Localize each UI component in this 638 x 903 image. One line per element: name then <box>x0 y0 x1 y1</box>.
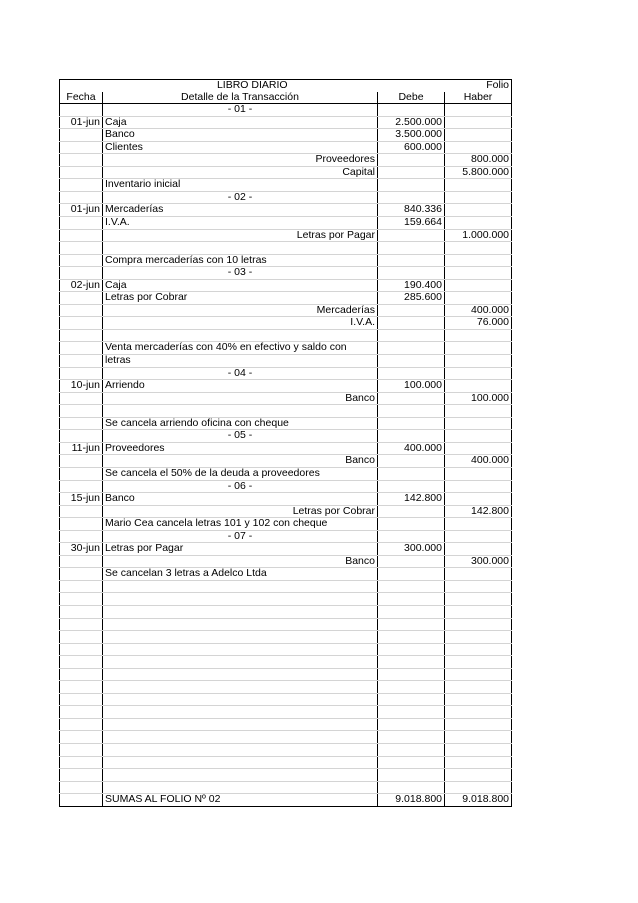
debe-cell <box>378 593 445 606</box>
haber-cell <box>445 706 512 719</box>
table-row <box>60 430 512 443</box>
fecha-cell <box>60 681 103 694</box>
fecha-cell <box>60 605 103 618</box>
empty-row <box>60 656 512 669</box>
detalle-cell: Se cancela el 50% de la deuda a proveedores <box>103 467 378 480</box>
detalle-cell: Caja <box>103 279 378 292</box>
detalle-cell: Clientes <box>103 141 378 154</box>
detalle-cell: - 03 - <box>103 267 378 280</box>
haber-cell <box>445 480 512 493</box>
table-row <box>60 191 512 204</box>
detalle-cell: - 01 - <box>103 104 378 117</box>
table-row <box>60 505 512 518</box>
fecha-cell <box>60 417 103 430</box>
empty-row <box>60 605 512 618</box>
debe-cell <box>378 417 445 430</box>
empty-row <box>60 693 512 706</box>
header-detalle: Detalle de la Transacción <box>103 92 378 104</box>
debe-cell <box>378 769 445 782</box>
empty-row <box>60 631 512 644</box>
fecha-cell <box>60 141 103 154</box>
fecha-cell <box>60 392 103 405</box>
detalle-cell: - 05 - <box>103 430 378 443</box>
haber-cell <box>445 367 512 380</box>
totals-fecha-cell <box>60 794 103 807</box>
fecha-cell <box>60 467 103 480</box>
debe-cell: 2.500.000 <box>378 116 445 129</box>
haber-cell <box>445 467 512 480</box>
haber-cell <box>445 681 512 694</box>
debe-cell <box>378 656 445 669</box>
detalle-cell <box>103 718 378 731</box>
table-row <box>60 229 512 242</box>
haber-cell <box>445 618 512 631</box>
detalle-cell <box>103 242 378 255</box>
haber-cell <box>445 267 512 280</box>
haber-cell: 400.000 <box>445 304 512 317</box>
haber-cell <box>445 430 512 443</box>
detalle-cell: - 07 - <box>103 530 378 543</box>
table-row <box>60 480 512 493</box>
detalle-cell <box>103 405 378 418</box>
table-row <box>60 518 512 531</box>
haber-cell <box>445 656 512 669</box>
fecha-cell: 10-jun <box>60 380 103 393</box>
detalle-cell: Proveedores <box>103 154 378 167</box>
haber-cell <box>445 329 512 342</box>
empty-row <box>60 643 512 656</box>
fecha-cell <box>60 229 103 242</box>
table-row <box>60 267 512 280</box>
table-row <box>60 530 512 543</box>
table-row <box>60 279 512 292</box>
haber-cell <box>445 668 512 681</box>
debe-cell <box>378 229 445 242</box>
detalle-cell <box>103 329 378 342</box>
table-row <box>60 317 512 330</box>
table-row <box>60 342 512 355</box>
empty-row <box>60 706 512 719</box>
fecha-cell <box>60 769 103 782</box>
table-row <box>60 116 512 129</box>
detalle-cell: - 02 - <box>103 191 378 204</box>
haber-cell <box>445 580 512 593</box>
haber-cell: 5.800.000 <box>445 166 512 179</box>
fecha-cell <box>60 781 103 794</box>
fecha-cell <box>60 656 103 669</box>
table-row <box>60 204 512 217</box>
detalle-cell: Inventario inicial <box>103 179 378 192</box>
debe-cell <box>378 605 445 618</box>
debe-cell <box>378 104 445 117</box>
debe-cell <box>378 480 445 493</box>
fecha-cell <box>60 304 103 317</box>
debe-cell <box>378 329 445 342</box>
totals-debe: 9.018.800 <box>378 794 445 807</box>
fecha-cell <box>60 242 103 255</box>
fecha-cell <box>60 555 103 568</box>
fecha-cell: 01-jun <box>60 204 103 217</box>
detalle-cell: Letras por Pagar <box>103 543 378 556</box>
debe-cell <box>378 518 445 531</box>
fecha-cell <box>60 743 103 756</box>
detalle-cell: Se cancelan 3 letras a Adelco Ltda <box>103 568 378 581</box>
haber-cell <box>445 593 512 606</box>
haber-cell <box>445 242 512 255</box>
detalle-cell: Mercaderías <box>103 304 378 317</box>
table-row <box>60 543 512 556</box>
fecha-cell <box>60 618 103 631</box>
debe-cell <box>378 455 445 468</box>
header-row <box>60 92 512 104</box>
empty-row <box>60 681 512 694</box>
fecha-cell <box>60 166 103 179</box>
table-row <box>60 442 512 455</box>
detalle-cell <box>103 643 378 656</box>
detalle-cell <box>103 681 378 694</box>
haber-cell <box>445 442 512 455</box>
empty-row <box>60 593 512 606</box>
fecha-cell <box>60 342 103 355</box>
haber-cell <box>445 355 512 368</box>
detalle-cell: Banco <box>103 392 378 405</box>
debe-cell <box>378 367 445 380</box>
detalle-cell: Mercaderías <box>103 204 378 217</box>
table-row <box>60 154 512 167</box>
totals-haber: 9.018.800 <box>445 794 512 807</box>
fecha-cell <box>60 129 103 142</box>
detalle-cell <box>103 618 378 631</box>
detalle-cell: I.V.A. <box>103 317 378 330</box>
detalle-cell: Caja <box>103 116 378 129</box>
detalle-cell: Compra mercaderías con 10 letras <box>103 254 378 267</box>
fecha-cell <box>60 405 103 418</box>
detalle-cell: Letras por Cobrar <box>103 292 378 305</box>
table-row <box>60 129 512 142</box>
haber-cell <box>445 605 512 618</box>
detalle-cell <box>103 693 378 706</box>
fecha-cell <box>60 254 103 267</box>
haber-cell <box>445 104 512 117</box>
detalle-cell <box>103 593 378 606</box>
fecha-cell <box>60 756 103 769</box>
debe-cell <box>378 154 445 167</box>
totals-row <box>60 794 512 807</box>
debe-cell <box>378 530 445 543</box>
detalle-cell <box>103 731 378 744</box>
debe-cell <box>378 731 445 744</box>
fecha-cell <box>60 154 103 167</box>
haber-cell <box>445 204 512 217</box>
haber-cell <box>445 191 512 204</box>
debe-cell <box>378 267 445 280</box>
fecha-cell: 15-jun <box>60 493 103 506</box>
debe-cell <box>378 355 445 368</box>
haber-cell <box>445 417 512 430</box>
haber-cell: 1.000.000 <box>445 229 512 242</box>
table-row <box>60 166 512 179</box>
haber-cell <box>445 518 512 531</box>
debe-cell <box>378 580 445 593</box>
haber-cell <box>445 279 512 292</box>
detalle-cell: Letras por Pagar <box>103 229 378 242</box>
fecha-cell: 02-jun <box>60 279 103 292</box>
fecha-cell <box>60 480 103 493</box>
table-row <box>60 417 512 430</box>
debe-cell <box>378 467 445 480</box>
folio-label: Folio <box>445 80 512 92</box>
detalle-cell: Se cancela arriendo oficina con cheque <box>103 417 378 430</box>
debe-cell <box>378 342 445 355</box>
haber-cell <box>445 129 512 142</box>
table-row <box>60 242 512 255</box>
haber-cell: 100.000 <box>445 392 512 405</box>
debe-cell: 400.000 <box>378 442 445 455</box>
fecha-cell <box>60 706 103 719</box>
fecha-cell <box>60 518 103 531</box>
table-row <box>60 355 512 368</box>
haber-cell <box>445 693 512 706</box>
debe-cell <box>378 568 445 581</box>
fecha-cell <box>60 104 103 117</box>
debe-cell <box>378 756 445 769</box>
debe-cell <box>378 693 445 706</box>
haber-cell <box>445 756 512 769</box>
haber-cell: 400.000 <box>445 455 512 468</box>
fecha-cell <box>60 430 103 443</box>
haber-cell <box>445 179 512 192</box>
fecha-cell <box>60 329 103 342</box>
fecha-cell <box>60 731 103 744</box>
detalle-cell: Proveedores <box>103 442 378 455</box>
table-row <box>60 467 512 480</box>
debe-cell: 142.800 <box>378 493 445 506</box>
debe-cell <box>378 706 445 719</box>
detalle-cell: Mario Cea cancela letras 101 y 102 con cheque <box>103 518 378 531</box>
haber-cell <box>445 405 512 418</box>
empty-row <box>60 718 512 731</box>
empty-row <box>60 756 512 769</box>
fecha-cell <box>60 580 103 593</box>
fecha-cell <box>60 718 103 731</box>
table-row <box>60 304 512 317</box>
fecha-cell <box>60 367 103 380</box>
haber-cell: 800.000 <box>445 154 512 167</box>
fecha-cell: 30-jun <box>60 543 103 556</box>
detalle-cell: Letras por Cobrar <box>103 505 378 518</box>
table-row <box>60 329 512 342</box>
fecha-cell <box>60 267 103 280</box>
detalle-cell <box>103 580 378 593</box>
debe-cell <box>378 179 445 192</box>
debe-cell: 600.000 <box>378 141 445 154</box>
debe-cell: 3.500.000 <box>378 129 445 142</box>
fecha-cell: 01-jun <box>60 116 103 129</box>
empty-row <box>60 769 512 782</box>
detalle-cell <box>103 656 378 669</box>
fecha-cell <box>60 455 103 468</box>
empty-row <box>60 743 512 756</box>
haber-cell <box>445 342 512 355</box>
debe-cell <box>378 668 445 681</box>
debe-cell <box>378 555 445 568</box>
table-row <box>60 380 512 393</box>
debe-cell <box>378 242 445 255</box>
haber-cell <box>445 643 512 656</box>
debe-cell <box>378 254 445 267</box>
fecha-cell <box>60 317 103 330</box>
table-row <box>60 292 512 305</box>
table-row <box>60 405 512 418</box>
table-row <box>60 254 512 267</box>
fecha-cell: 11-jun <box>60 442 103 455</box>
debe-cell: 100.000 <box>378 380 445 393</box>
detalle-cell <box>103 769 378 782</box>
haber-cell <box>445 543 512 556</box>
debe-cell <box>378 405 445 418</box>
empty-row <box>60 731 512 744</box>
detalle-cell <box>103 706 378 719</box>
fecha-cell <box>60 505 103 518</box>
debe-cell <box>378 681 445 694</box>
debe-cell <box>378 631 445 644</box>
detalle-cell <box>103 668 378 681</box>
haber-cell <box>445 769 512 782</box>
table-row <box>60 217 512 230</box>
detalle-cell: letras <box>103 355 378 368</box>
debe-cell <box>378 643 445 656</box>
haber-cell <box>445 731 512 744</box>
debe-cell: 285.600 <box>378 292 445 305</box>
haber-cell <box>445 217 512 230</box>
fecha-cell <box>60 668 103 681</box>
table-row <box>60 104 512 117</box>
debe-cell <box>378 618 445 631</box>
fecha-cell <box>60 643 103 656</box>
empty-row <box>60 618 512 631</box>
haber-cell <box>445 631 512 644</box>
fecha-cell <box>60 530 103 543</box>
haber-cell <box>445 493 512 506</box>
detalle-cell: Banco <box>103 555 378 568</box>
detalle-cell: - 06 - <box>103 480 378 493</box>
fecha-cell <box>60 593 103 606</box>
table-row <box>60 392 512 405</box>
detalle-cell <box>103 781 378 794</box>
detalle-cell <box>103 743 378 756</box>
debe-cell <box>378 317 445 330</box>
haber-cell: 300.000 <box>445 555 512 568</box>
haber-cell <box>445 380 512 393</box>
empty-row <box>60 580 512 593</box>
debe-cell <box>378 743 445 756</box>
haber-cell <box>445 116 512 129</box>
title-row <box>60 80 512 92</box>
haber-cell <box>445 568 512 581</box>
debe-cell <box>378 781 445 794</box>
detalle-cell: I.V.A. <box>103 217 378 230</box>
haber-cell <box>445 254 512 267</box>
debe-cell: 300.000 <box>378 543 445 556</box>
haber-cell <box>445 743 512 756</box>
header-debe: Debe <box>378 92 445 104</box>
header-fecha: Fecha <box>60 92 103 104</box>
libro-diario-table <box>59 79 512 807</box>
table-row <box>60 568 512 581</box>
detalle-cell <box>103 631 378 644</box>
debe-cell <box>378 718 445 731</box>
table-row <box>60 141 512 154</box>
detalle-cell: - 04 - <box>103 367 378 380</box>
table-row <box>60 179 512 192</box>
haber-cell <box>445 530 512 543</box>
debe-cell <box>378 392 445 405</box>
empty-row <box>60 781 512 794</box>
empty-row <box>60 668 512 681</box>
fecha-cell <box>60 693 103 706</box>
fecha-cell <box>60 217 103 230</box>
table-row <box>60 493 512 506</box>
detalle-cell <box>103 756 378 769</box>
fecha-cell <box>60 568 103 581</box>
table-row <box>60 455 512 468</box>
detalle-cell: Banco <box>103 493 378 506</box>
debe-cell <box>378 304 445 317</box>
fecha-cell <box>60 355 103 368</box>
fecha-cell <box>60 179 103 192</box>
debe-cell <box>378 191 445 204</box>
haber-cell: 142.800 <box>445 505 512 518</box>
table-row <box>60 555 512 568</box>
header-haber: Haber <box>445 92 512 104</box>
ledger-body <box>60 80 512 807</box>
page-title: LIBRO DIARIO <box>60 80 445 92</box>
debe-cell: 159.664 <box>378 217 445 230</box>
haber-cell <box>445 141 512 154</box>
detalle-cell: Banco <box>103 129 378 142</box>
haber-cell <box>445 781 512 794</box>
fecha-cell <box>60 631 103 644</box>
haber-cell: 76.000 <box>445 317 512 330</box>
debe-cell: 190.400 <box>378 279 445 292</box>
debe-cell: 840.336 <box>378 204 445 217</box>
haber-cell <box>445 718 512 731</box>
fecha-cell <box>60 292 103 305</box>
haber-cell <box>445 292 512 305</box>
detalle-cell <box>103 605 378 618</box>
detalle-cell: Arriendo <box>103 380 378 393</box>
detalle-cell: Venta mercaderías con 40% en efectivo y saldo con <box>103 342 378 355</box>
fecha-cell <box>60 191 103 204</box>
debe-cell <box>378 505 445 518</box>
table-row <box>60 367 512 380</box>
totals-label: SUMAS AL FOLIO Nº 02 <box>103 794 378 807</box>
detalle-cell: Banco <box>103 455 378 468</box>
debe-cell <box>378 166 445 179</box>
debe-cell <box>378 430 445 443</box>
detalle-cell: Capital <box>103 166 378 179</box>
